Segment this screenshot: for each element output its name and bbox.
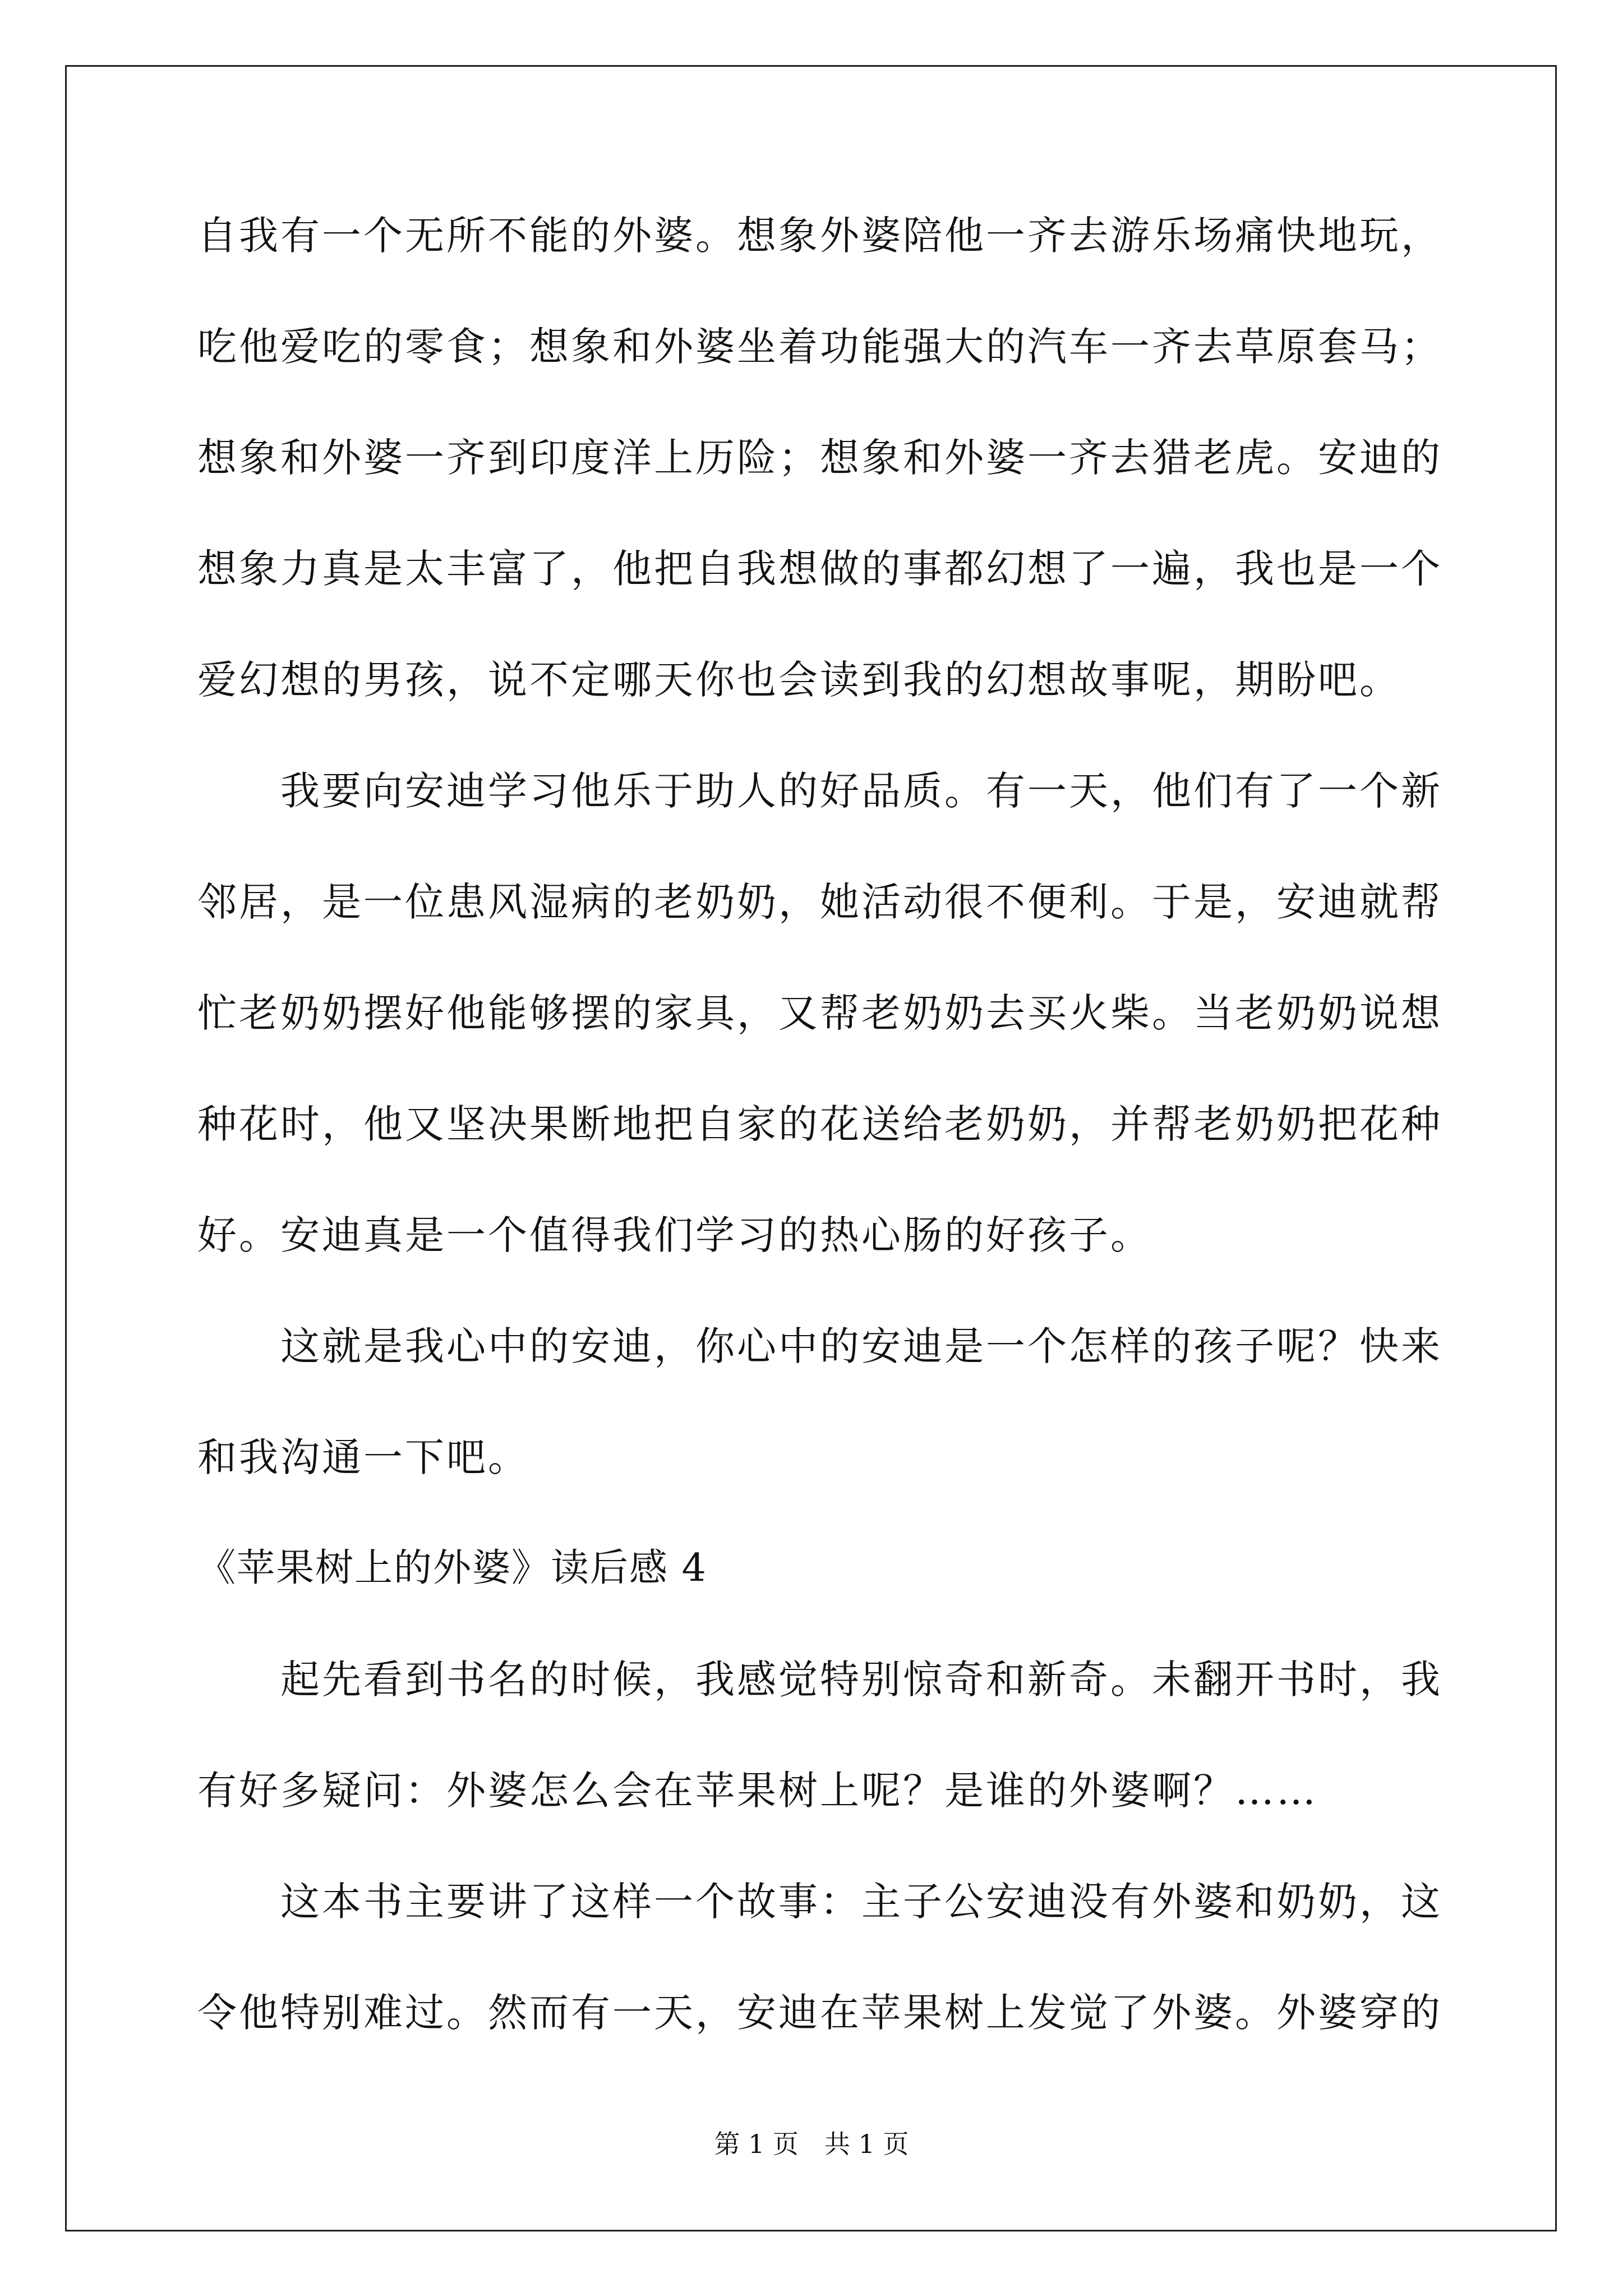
text-line: 令他特别难过。然而有一天，安迪在苹果树上发觉了外婆。外婆穿的 [197,1990,1442,2036]
text-line: 这就是我心中的安迪，你心中的安迪是一个怎样的孩子呢？快来 [197,1323,1442,1369]
text-line: 有好多疑问：外婆怎么会在苹果树上呢？是谁的外婆啊？…… [197,1768,1318,1814]
text-line: 我要向安迪学习他乐于助人的好品质。有一天，他们有了一个新 [197,768,1442,814]
text-line: 忙老奶奶摆好他能够摆的家具，又帮老奶奶去买火柴。当老奶奶说想 [197,990,1442,1036]
text-line: 邻居，是一位患风湿病的老奶奶，她活动很不便利。于是，安迪就帮 [197,879,1442,925]
text-line: 想象和外婆一齐到印度洋上历险；想象和外婆一齐去猎老虎。安迪的 [197,435,1442,481]
text-line: 这本书主要讲了这样一个故事：主子公安迪没有外婆和奶奶，这 [197,1879,1442,1925]
section-heading: 《苹果树上的外婆》读后感 4 [197,1546,707,1590]
text-line: 想象力真是太丰富了，他把自我想做的事都幻想了一遍，我也是一个 [197,546,1442,592]
page-footer: 第 1 页 共 1 页 [714,2129,909,2159]
text-line: 吃他爱吃的零食；想象和外婆坐着功能强大的汽车一齐去草原套马； [197,324,1442,370]
text-line: 好。安迪真是一个值得我们学习的热心肠的好孩子。 [197,1212,1152,1258]
text-line: 爱幻想的男孩，说不定哪天你也会读到我的幻想故事呢，期盼吧。 [197,657,1401,703]
text-line: 起先看到书名的时候，我感觉特别惊奇和新奇。未翻开书时，我 [197,1657,1442,1703]
text-line: 种花时，他又坚决果断地把自家的花送给老奶奶，并帮老奶奶把花种 [197,1101,1442,1147]
text-line: 自我有一个无所不能的外婆。想象外婆陪他一齐去游乐场痛快地玩， [197,213,1442,259]
text-line: 和我沟通一下吧。 [197,1434,529,1480]
